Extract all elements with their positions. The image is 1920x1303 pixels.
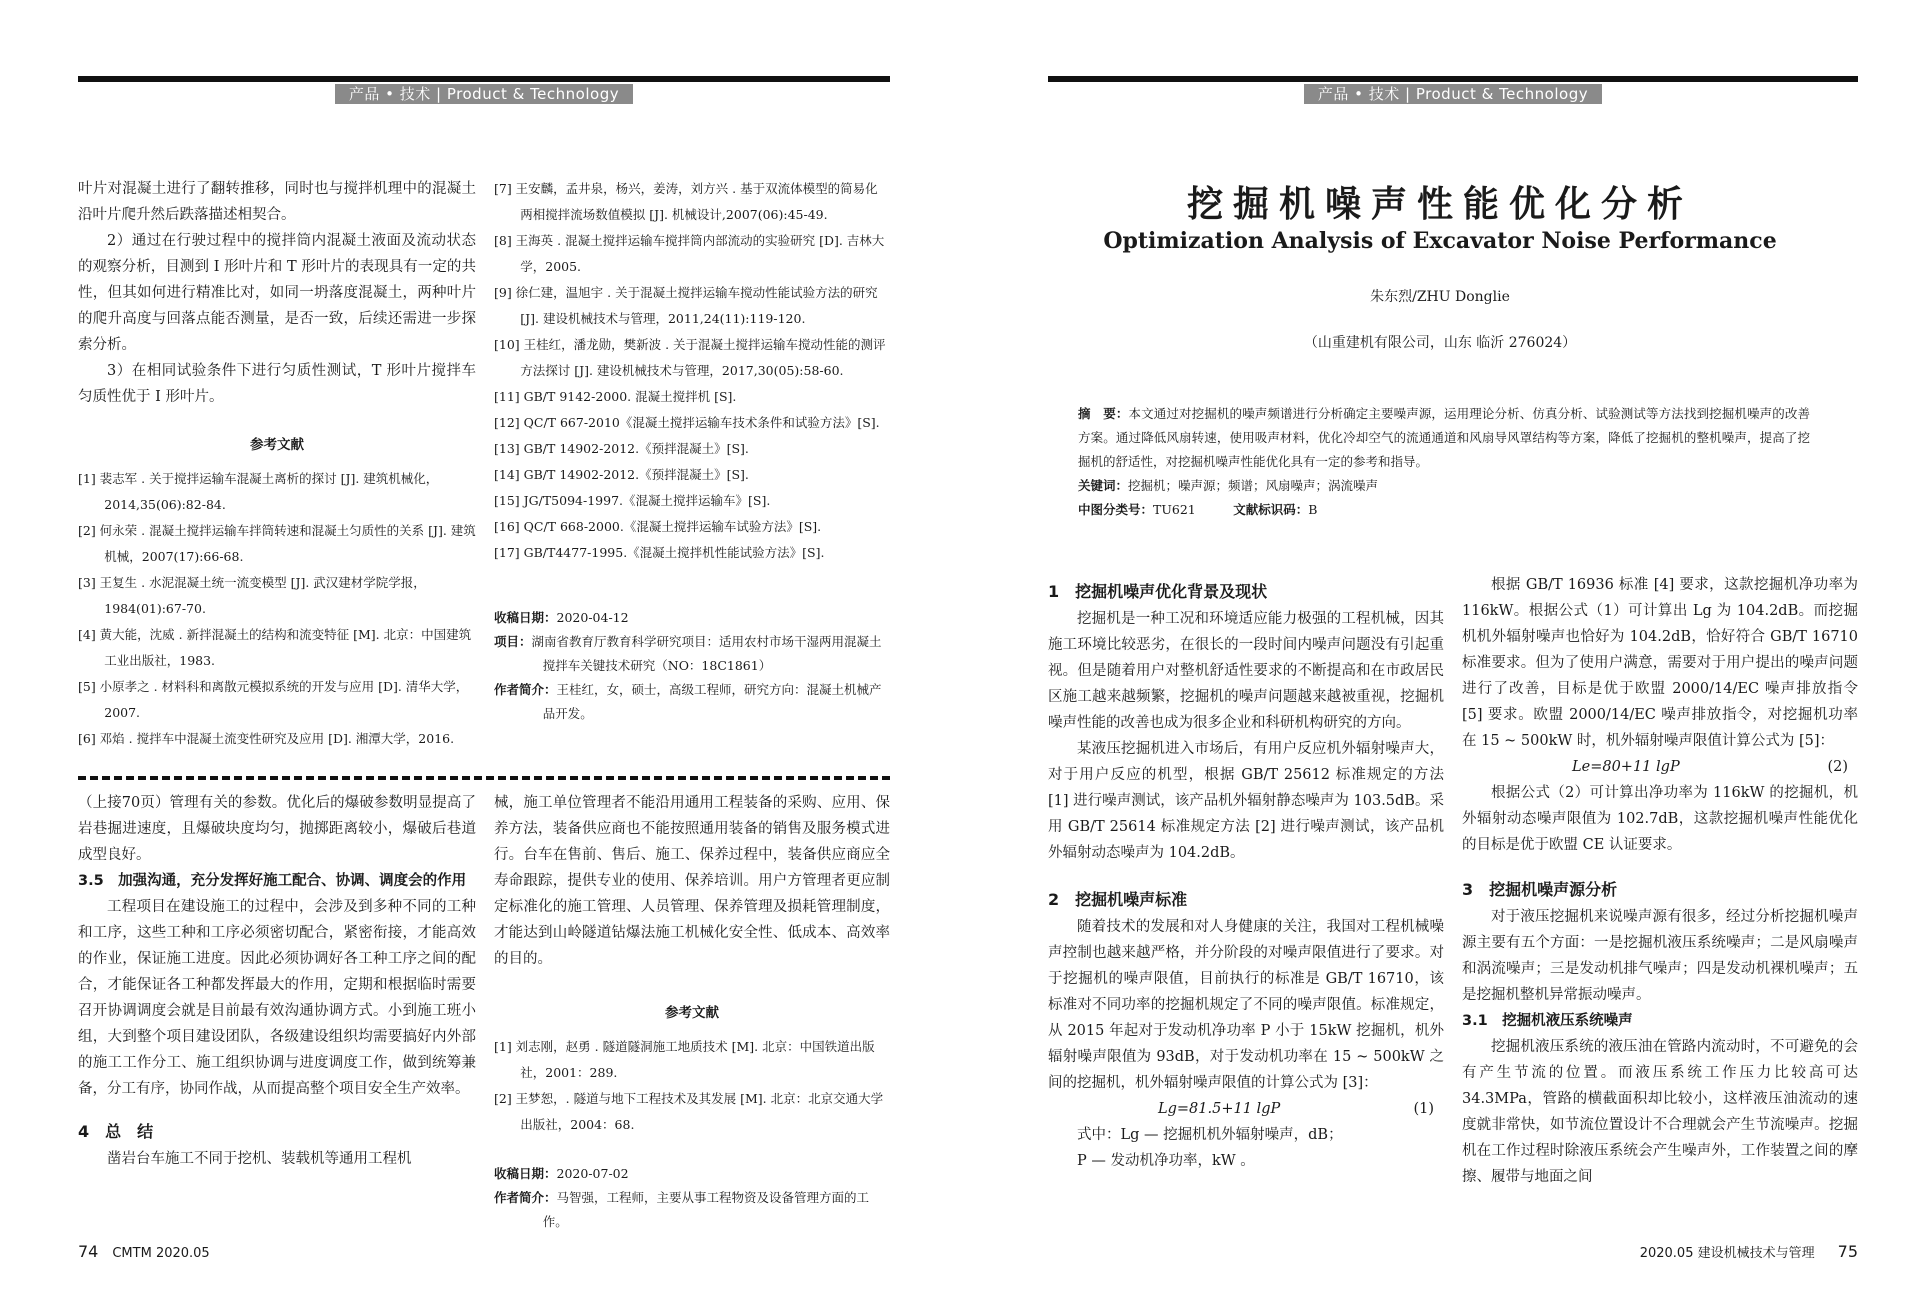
author-bio: 马智强，工程师，主要从事工程物资及设备管理方面的工作。 xyxy=(542,1190,870,1229)
section-heading: 2 挖掘机噪声标准 xyxy=(1048,890,1188,909)
equation-number: (2) xyxy=(1827,759,1848,775)
page-footer xyxy=(78,1242,210,1261)
reference-item: [16] QC/T 668-2000.《混凝土搅拌运输车试验方法》[S]. xyxy=(494,519,822,534)
section-heading: 3 挖掘机噪声源分析 xyxy=(1462,880,1618,899)
reference-item: [14] GB/T 14902-2012.《预拌混凝土》[S]. xyxy=(494,467,749,482)
reference-item: [1] 刘志刚，赵勇 . 隧道隧洞施工地质技术 [M]. 北京：中国铁道出版社，2001：289. xyxy=(494,1039,875,1080)
header-rule xyxy=(1048,76,1858,82)
reference-item: [11] GB/T 9142-2000. 混凝土搅拌机 [S]. xyxy=(494,389,737,404)
page-footer xyxy=(1640,1242,1858,1261)
received-date: 2020-04-12 xyxy=(556,610,629,625)
reference-item: [7] 王安麟，孟井泉，杨兴，姜涛，刘方兴 . 基于双流体模型的简易化两相搅拌流场数值模拟 [J]. 机械设计,2007(06):45-49. xyxy=(494,181,878,222)
dashed-divider xyxy=(78,776,890,780)
reference-item: [5] 小原孝之 . 材料科和离散元模拟系统的开发与应用 [D]. 清华大学，2007. xyxy=(78,679,469,720)
right-page xyxy=(960,0,1920,1303)
reference-item: [12] QC/T 667-2010《混凝土搅拌运输车技术条件和试验方法》[S]. xyxy=(494,415,880,430)
keywords-label: 关键词： xyxy=(1078,478,1129,493)
left-col-1 xyxy=(78,176,476,752)
section-band-label: 产品 • 技术 | Product & Technology xyxy=(335,84,633,104)
section-heading: 3.5 加强沟通，充分发挥好施工配合、协调、调度会的作用 xyxy=(78,873,467,889)
doc-code-label: 文献标识码： xyxy=(1233,502,1309,517)
equation-where: P — 发动机净功率，kW 。 xyxy=(1077,1153,1255,1169)
equation-number: (1) xyxy=(1413,1101,1434,1117)
article-title-en: Optimization Analysis of Excavator Noise Performance xyxy=(1103,228,1777,254)
page-number: 74 xyxy=(78,1242,99,1261)
paragraph: （上接70页）管理有关的参数。优化后的爆破参数明显提高了岩巷掘进速度，且爆破块度均匀，抛掷距离较小，爆破后巷道成型良好。 xyxy=(78,795,476,863)
meta-label: 作者简介： xyxy=(494,682,557,697)
clc-code: TU621 xyxy=(1153,502,1196,517)
equation-where: 式中：Lg — 挖掘机机外辐射噪声，dB； xyxy=(1077,1127,1343,1143)
reference-item: [2] 王梦恕，. 隧道与地下工程技术及其发展 [M]. 北京：北京交通大学出版社，2004：68. xyxy=(494,1091,884,1132)
reference-item: [13] GB/T 14902-2012.《预拌混凝土》[S]. xyxy=(494,441,749,456)
references-heading: 参考文献 xyxy=(250,437,304,453)
references-heading: 参考文献 xyxy=(665,1005,719,1021)
paragraph: 挖掘机是一种工况和环境适应能力极强的工程机械，因其施工环境比较恶劣，在很长的一段时间内噪声问题没有引起重视。但是随着用户对整机舒适性要求的不断提高和在市政居民区施工越来越频繁，挖掘机的噪声问题越来越被重视，挖掘机噪声性能的改善也成为很多企业和科研机构研究的方向。 xyxy=(1048,611,1444,731)
paragraph: 械，施工单位管理者不能沿用通用工程装备的采购、应用、保养方法，装备供应商也不能按照通用装备的销售及服务模式进行。台车在售前、售后、施工、保养过程中，装备供应商应全寿命跟踪，提供专业的使用、保养培训。用户方管理者更应制定标准化的施工管理、人员管理、保养管理及损耗管理制度，才能达到山岭隧道钻爆法施工机械化安全性、低成本、高效率的目的。 xyxy=(494,795,890,967)
equation-2 xyxy=(1462,754,1858,780)
article-author: 朱东烈/ZHU Donglie xyxy=(1370,289,1510,305)
meta-label: 收稿日期： xyxy=(494,1166,557,1181)
paragraph: 凿岩台车施工不同于挖机、装载机等通用工程机 xyxy=(107,1151,412,1167)
equation-1 xyxy=(1048,1096,1444,1122)
reference-list xyxy=(494,176,890,566)
paragraph: 挖掘机液压系统的液压油在管路内流动时，不可避免的会有产生节流的位置。而液压系统工作压力比较高可达 34.3MPa，管路的横截面积却比较小，这样液压油流动的速度就非常快，如节流位置设计不合理就会产生节流噪声。挖掘机在工作过程时除液压系统会产生噪声外，工作装置之间的摩擦、履带与地面之间 xyxy=(1462,1039,1858,1185)
article-meta xyxy=(494,606,890,726)
clc-label: 中图分类号： xyxy=(1078,502,1154,517)
paragraph: 叶片对混凝土进行了翻转推移，同时也与搅拌机理中的混凝土沿叶片爬升然后跌落描述相契合。 xyxy=(78,181,476,223)
reference-item: [9] 徐仁建，温旭宇 . 关于混凝土搅拌运输车搅动性能试验方法的研究 [J]. 建设机械技术与管理，2011,24(11):119-120. xyxy=(494,285,878,326)
journal-issue: 2020.05 建设机械技术与管理 xyxy=(1639,1246,1815,1261)
doc-code: B xyxy=(1308,502,1318,517)
reference-item: [2] 何永荣 . 混凝土搅拌运输车拌筒转速和混凝土匀质性的关系 [J]. 建筑机械，2007(17):66-68. xyxy=(78,523,476,564)
meta-label: 项目： xyxy=(494,634,532,649)
abstract-block xyxy=(1078,402,1810,522)
paragraph: 随着技术的发展和对人身健康的关注，我国对工程机械噪声控制也越来越严格，并分阶段的对噪声限值进行了要求。对于挖掘机的噪声限值，目前执行的标准是 GB/T 16710，该标准对不同功率的挖掘机规定了不同的噪声限值。标准规定，从 2015 年起对于发动机净功率 P 小于 15kW 挖掘机，机外辐射噪声限值为 93dB，对于发动机功率在 15 ~ 500kW 之间的挖掘机，机外辐射噪声限值的计算公式为 [3]： xyxy=(1048,919,1444,1091)
reference-item: [15] JG/T5094-1997.《混凝土搅拌运输车》[S]. xyxy=(494,493,771,508)
paragraph: 对于液压挖掘机来说噪声源有很多，经过分析挖掘机噪声源主要有五个方面：一是挖掘机液压系统噪声；二是风扇噪声和涡流噪声；三是发动机排气噪声；四是发动机裸机噪声；五是挖掘机整机异常振动噪声。 xyxy=(1462,909,1858,1003)
reference-item: [3] 王复生 . 水泥混凝土统一流变模型 [J]. 武汉建材学院学报，1984(01):67-70. xyxy=(78,575,426,616)
section-heading: 1 挖掘机噪声优化背景及现状 xyxy=(1048,582,1268,601)
left-col-2 xyxy=(494,176,890,726)
article-meta xyxy=(494,1162,890,1234)
journal-issue: CMTM 2020.05 xyxy=(112,1246,210,1261)
reference-item: [1] 裴志军 . 关于搅拌运输车混凝土离析的探讨 [J]. 建筑机械化，2014,35(06):82-84. xyxy=(78,471,439,512)
reference-item: [17] GB/T4477-1995.《混凝土搅拌机性能试验方法》[S]. xyxy=(494,545,825,560)
reference-list xyxy=(494,1034,890,1138)
project-info: 湖南省教育厅教育科学研究项目：适用农村市场干湿两用混凝土搅拌车关键技术研究（NO：18C1861） xyxy=(531,634,882,673)
reference-item: [10] 王桂红，潘龙勋，樊新波 . 关于混凝土搅拌运输车搅动性能的测评方法探讨 [J]. 建设机械技术与管理，2017,30(05):58-60. xyxy=(494,337,886,378)
received-date: 2020-07-02 xyxy=(556,1166,629,1181)
paragraph: 根据 GB/T 16936 标准 [4] 要求，这款挖掘机净功率为 116kW。根据公式（1）可计算出 Lg 为 104.2dB。而挖掘机机外辐射噪声也恰好为 104.2dB，恰好符合 GB/T 16710 标准要求。但为了使用户满意，需要对于用户提出的噪声问题进行了改善，目标是优于欧盟 2000/14/EC 噪声排放指令 [5] 要求。欧盟 2000/14/EC 噪声排放指令，对挖掘机功率在 15 ~ 500kW 时，机外辐射噪声限值计算公式为 [5]： xyxy=(1462,577,1858,749)
left-col-4 xyxy=(494,790,890,1234)
keywords-text: 挖掘机；噪声源；频谱；风扇噪声；涡流噪声 xyxy=(1128,478,1379,493)
reference-item: [6] 邓焰 . 搅拌车中混凝土流变性研究及应用 [D]. 湘潭大学，2016. xyxy=(78,731,455,746)
reference-item: [8] 王海英 . 混凝土搅拌运输车搅拌筒内部流动的实验研究 [D]. 吉林大学，2005. xyxy=(494,233,885,274)
reference-list xyxy=(78,466,476,752)
page-number: 75 xyxy=(1837,1242,1858,1261)
meta-label: 作者简介： xyxy=(494,1190,557,1205)
equation-text: Lg=81.5+11 lgP xyxy=(1158,1101,1281,1117)
section-band-label: 产品 • 技术 | Product & Technology xyxy=(1304,84,1602,104)
paragraph: 工程项目在建设施工的过程中，会涉及到多种不同的工种和工序，这些工种和工序必须密切配合，紧密衔接，才能高效的作业，保证施工进度。因此必须协调好各工种工序之间的配合，才能保证各工种都发挥最大的作用，定期和根据临时需要召开协调调度会就是目前最有效沟通协调方式。小到施工班小组，大到整个项目建设团队，各级建设组织均需要搞好内外部的施工工作分工、施工组织协调与进度调度工作，做到统筹兼备，分工有序，协同作战，从而提高整个项目安全生产效率。 xyxy=(78,899,476,1097)
header-rule xyxy=(78,76,890,82)
right-col-2 xyxy=(1462,572,1858,1190)
author-affiliation: （山重建机有限公司，山东 临沂 276024） xyxy=(1303,335,1577,351)
paragraph: 根据公式（2）可计算出净功率为 116kW 的挖掘机，机外辐射动态噪声限值为 102.7dB，这款挖掘机噪声性能优化的目标是优于欧盟 CE 认证要求。 xyxy=(1462,785,1858,853)
equation-text: Le=80+11 lgP xyxy=(1572,759,1680,775)
article-title-cn: 挖掘机噪声性能优化分析 xyxy=(1186,184,1693,225)
right-col-1 xyxy=(1048,572,1444,1174)
meta-label: 收稿日期： xyxy=(494,610,557,625)
reference-item: [4] 黄大能，沈威 . 新拌混凝土的结构和流变特征 [M]. 北京：中国建筑工业出版社，1983. xyxy=(78,627,472,668)
abstract-text: 本文通过对挖掘机的噪声频谱进行分析确定主要噪声源，运用理论分析、仿真分析、试验测试等方法找到挖掘机噪声的改善方案。通过降低风扇转速，使用吸声材料，优化冷却空气的流通通道和风扇导风罩结构等方案，降低了挖掘机的整机噪声，提高了挖掘机的舒适性，对挖掘机噪声性能优化具有一定的参考和指导。 xyxy=(1078,406,1810,469)
section-heading: 4 总 结 xyxy=(78,1122,154,1141)
abstract-label: 摘 要： xyxy=(1078,406,1129,421)
paragraph: 3）在相同试验条件下进行匀质性测试，T 形叶片搅拌车匀质性优于 I 形叶片。 xyxy=(78,363,476,405)
header-band xyxy=(1048,84,1858,104)
paragraph: 2）通过在行驶过程中的搅拌筒内混凝土液面及流动状态的观察分析，目测到 I 形叶片和 T 形叶片的表现具有一定的共性，但其如何进行精准比对，如同一坍落度混凝土，两种叶片的爬升高度与回落点能否测量，是否一致，后续还需进一步探索分析。 xyxy=(78,233,476,353)
header-band xyxy=(78,84,890,104)
subsection-heading: 3.1 挖掘机液压系统噪声 xyxy=(1462,1013,1633,1029)
paragraph: 某液压挖掘机进入市场后，有用户反应机外辐射噪声大，对于用户反应的机型，根据 GB/T 25612 标准规定的方法 [1] 进行噪声测试，该产品机外辐射静态噪声为 103.5dB。采用 GB/T 25614 标准规定方法 [2] 进行噪声测试，该产品机外辐射动态噪声为 104.2dB。 xyxy=(1048,741,1444,861)
author-bio: 王桂红，女，硕士，高级工程师，研究方向：混凝土机械产品开发。 xyxy=(542,682,882,721)
left-col-3 xyxy=(78,790,476,1172)
